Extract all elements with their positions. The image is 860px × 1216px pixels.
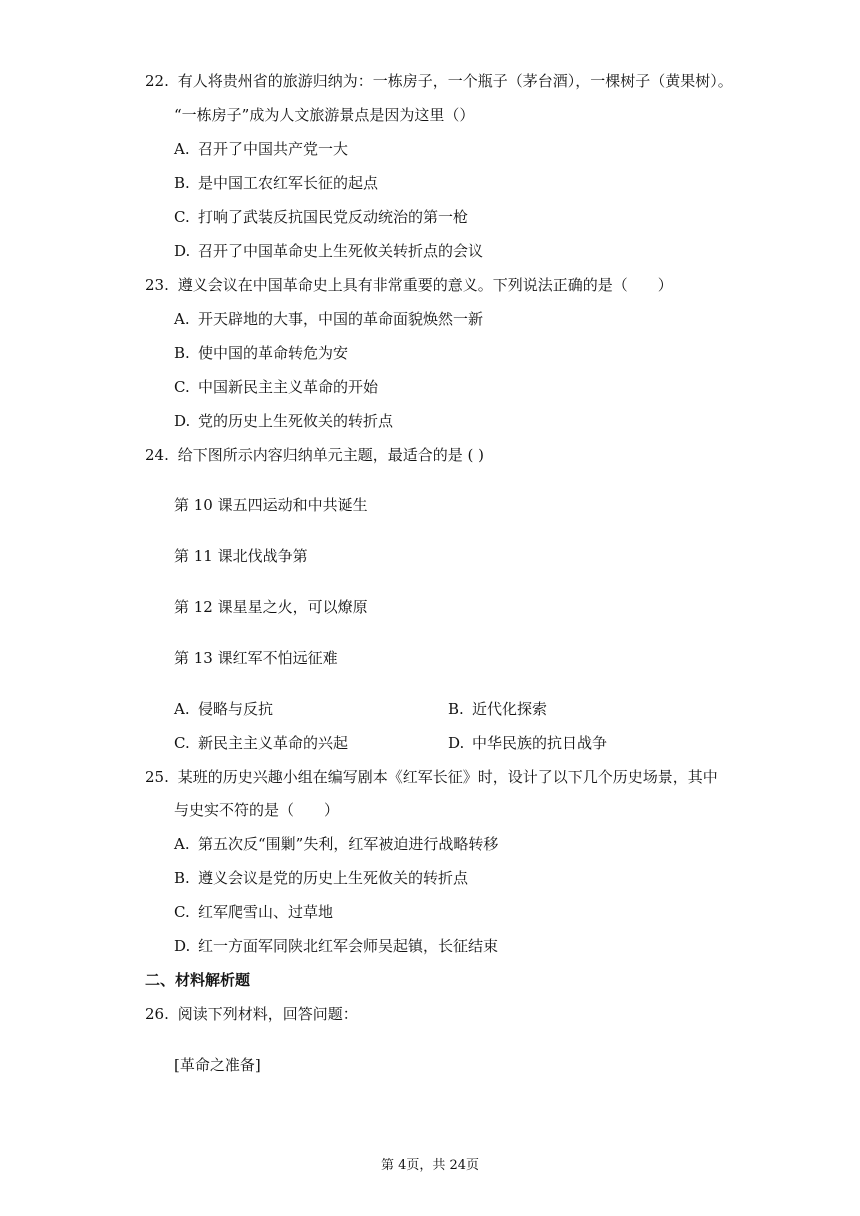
question-number: 23. (145, 276, 169, 294)
option-label: D. (174, 412, 191, 430)
lesson-item: 第 11 课北伐战争第 (174, 547, 308, 565)
question-25-option-b (174, 868, 468, 888)
lesson-item: 第 13 课红军不怕远征难 (174, 649, 338, 667)
question-25-option-c (174, 902, 333, 922)
question-25-stem-line2: 与史实不符的是（ ） (174, 801, 340, 819)
option-text: 近代化探索 (472, 700, 548, 718)
question-number: 24. (145, 446, 169, 464)
option-text: 召开了中国革命史上生死攸关转折点的会议 (198, 242, 484, 260)
option-text: 使中国的革命转危为安 (198, 344, 349, 362)
question-23-option-d (174, 411, 393, 431)
section-title: 二、材料解析题 (145, 971, 251, 989)
option-label: D. (448, 734, 465, 752)
question-24-option-b (448, 699, 547, 719)
option-label: A. (174, 140, 190, 158)
option-text: 打响了武装反抗国民党反动统治的第一枪 (198, 208, 469, 226)
option-label: A. (174, 835, 190, 853)
question-22-option-d (174, 241, 483, 261)
option-text: 中国新民主主义革命的开始 (198, 378, 379, 396)
question-22-option-b (174, 173, 378, 193)
material-heading: [革命之准备] (174, 1056, 261, 1074)
option-label: B. (174, 174, 190, 192)
option-label: C. (174, 734, 190, 752)
option-label: A. (174, 700, 190, 718)
question-number: 25. (145, 768, 169, 786)
question-23-stem (145, 275, 673, 295)
question-23-option-c (174, 377, 378, 397)
option-text: 侵略与反抗 (198, 700, 274, 718)
question-23-option-b (174, 343, 348, 363)
question-24-option-c (174, 733, 348, 753)
question-22-stem-line1 (145, 71, 733, 91)
option-label: C. (174, 378, 190, 396)
question-22-option-c (174, 207, 468, 227)
option-label: D. (174, 242, 191, 260)
question-22-stem-line2: “一栋房子”成为人文旅游景点是因为这里（） (174, 106, 475, 124)
option-text: 党的历史上生死攸关的转折点 (198, 412, 394, 430)
question-24-stem (145, 445, 484, 465)
question-22-option-a (174, 139, 348, 159)
question-24-option-d (448, 733, 607, 753)
option-label: B. (174, 869, 190, 887)
lesson-item: 第 10 课五四运动和中共诞生 (174, 496, 368, 514)
option-label: A. (174, 310, 190, 328)
question-25-option-a (174, 834, 498, 854)
page-footer: 第 4页，共 24页 (380, 1158, 480, 1173)
question-text: 阅读下列材料，回答问题： (177, 1005, 358, 1023)
question-23-option-a (174, 309, 483, 329)
option-label: D. (174, 937, 191, 955)
option-text: 遵义会议是党的历史上生死攸关的转折点 (198, 869, 469, 887)
question-text: 某班的历史兴趣小组在编写剧本《红军长征》时，设计了以下几个历史场景，其中 (177, 768, 718, 786)
question-25-stem-line1 (145, 767, 718, 787)
option-label: B. (448, 700, 464, 718)
question-24-option-a (174, 699, 273, 719)
question-text: 遵义会议在中国革命史上具有非常重要的意义。下列说法正确的是（ ） (177, 276, 673, 294)
option-text: 开天辟地的大事，中国的革命面貌焕然一新 (198, 310, 484, 328)
question-number: 26. (145, 1005, 169, 1023)
option-label: C. (174, 903, 190, 921)
option-text: 是中国工农红军长征的起点 (198, 174, 379, 192)
option-text: 新民主主义革命的兴起 (198, 734, 349, 752)
question-25-option-d (174, 936, 498, 956)
option-label: B. (174, 344, 190, 362)
option-text: 红一方面军同陕北红军会师吴起镇，长征结束 (198, 937, 499, 955)
question-number: 22. (145, 72, 169, 90)
option-text: 第五次反“围剿”失利，红军被迫进行战略转移 (198, 835, 499, 853)
question-text: 有人将贵州省的旅游归纳为：一栋房子，一个瓶子（茅台酒），一棵树子（黄果树）。 (177, 72, 733, 90)
option-text: 中华民族的抗日战争 (472, 734, 608, 752)
question-text: 给下图所示内容归纳单元主题，最适合的是 ( ) (177, 446, 485, 464)
option-text: 红军爬雪山、过草地 (198, 903, 334, 921)
option-label: C. (174, 208, 190, 226)
option-text: 召开了中国共产党一大 (198, 140, 349, 158)
lesson-item: 第 12 课星星之火，可以燎原 (174, 598, 368, 616)
question-26-stem (145, 1004, 358, 1024)
